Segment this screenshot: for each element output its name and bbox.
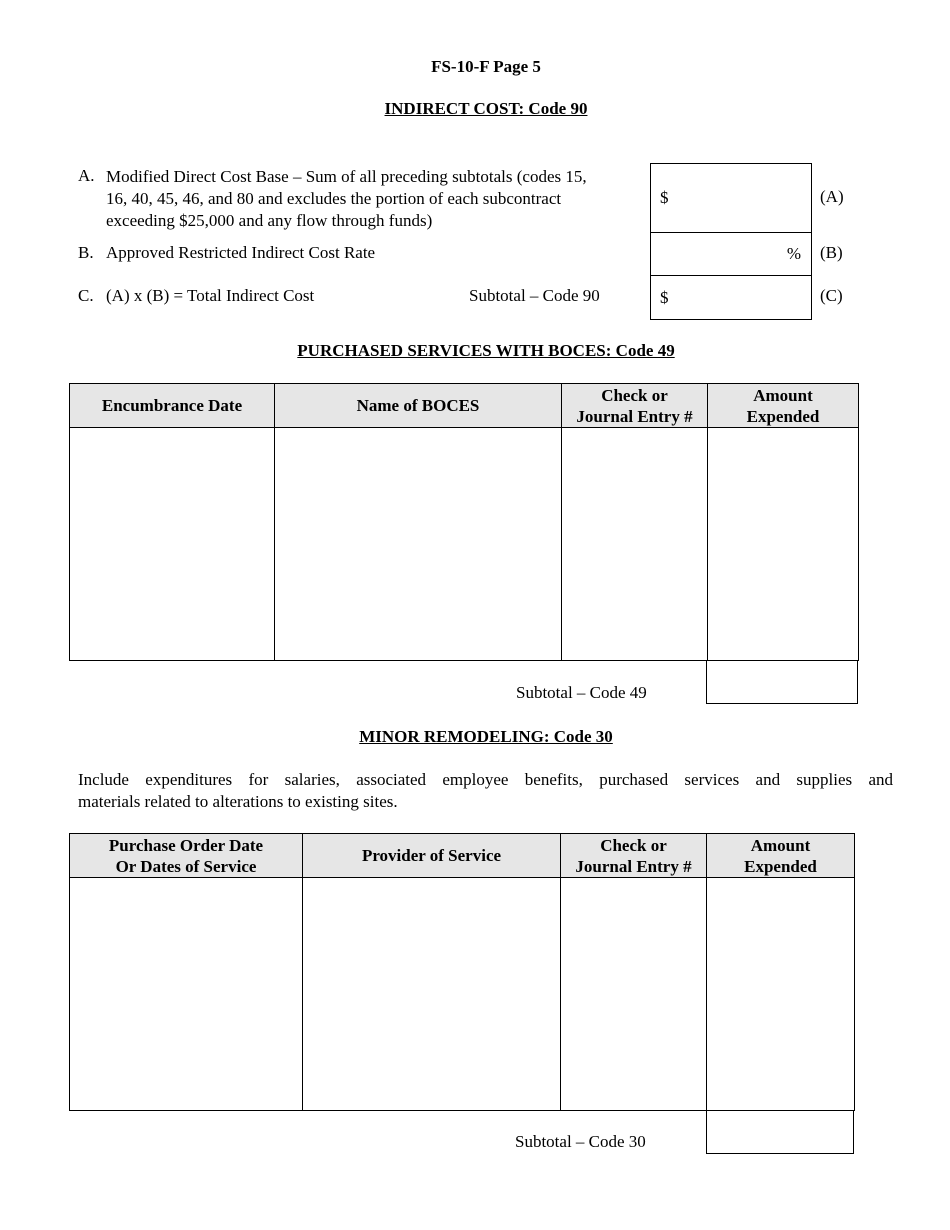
boces-check-cell[interactable] [562,428,708,661]
indirect-cost-rate-field[interactable] [650,232,812,276]
indirect-cost-title: INDIRECT COST: Code 90 [384,99,588,118]
remodel-col-amount-line2: Expended [744,856,817,876]
remodel-col-check-line1: Check or [600,835,667,855]
boces-col-amount-line2: Expended [746,406,820,426]
item-a-letter: A. [78,166,95,185]
boces-table [69,383,859,661]
code-49-subtotal-label: Subtotal – Code 49 [516,683,647,702]
remodel-amount-cell[interactable] [707,878,855,1111]
form-page-header: FS-10-F Page 5 [431,57,541,76]
item-a-line3: exceeding $25,000 and any flow through funds) [106,211,433,230]
percent-sign-b: % [786,244,801,263]
item-b-letter: B. [78,243,94,262]
boces-col-check [562,384,708,428]
remodeling-desc-line2: materials related to alterations to existing sites. [78,792,398,811]
remodel-col-provider: Provider of Service [303,834,561,878]
boces-title: PURCHASED SERVICES WITH BOCES: Code 49 [297,341,675,360]
remodel-provider-cell[interactable] [303,878,561,1111]
code-30-subtotal-label: Subtotal – Code 30 [515,1132,646,1151]
remodeling-title: MINOR REMODELING: Code 30 [359,727,613,746]
total-indirect-cost-field[interactable] [650,275,812,320]
dollar-sign-a: $ [660,188,669,207]
boces-col-name: Name of BOCES [275,384,562,428]
modified-direct-cost-base-field[interactable] [650,163,812,233]
boces-col-check-line2: Journal Entry # [576,406,693,426]
remodel-col-check [561,834,707,878]
code-90-subtotal-label: Subtotal – Code 90 [469,286,600,305]
boces-amount-cell[interactable] [708,428,859,661]
label-b: (B) [820,243,843,262]
boces-col-check-line1: Check or [601,385,668,405]
remodel-col-po-date [70,834,303,878]
item-c-text: (A) x (B) = Total Indirect Cost [106,286,315,305]
remodel-col-amount-line1: Amount [750,835,811,855]
code-49-subtotal-field[interactable] [706,660,858,704]
item-b-text: Approved Restricted Indirect Cost Rate [106,243,376,262]
remodel-col-po-date-line2: Or Dates of Service [115,856,257,876]
boces-encumbrance-date-cell[interactable] [70,428,275,661]
label-a: (A) [820,187,844,206]
remodeling-desc-line1: Include expenditures for salaries, associated employee benefits, purchased services and supplies and [78,770,893,789]
remodeling-description [78,769,893,813]
remodeling-table [69,833,855,1111]
boces-col-amount-line1: Amount [753,385,813,405]
item-c-letter: C. [78,286,94,305]
remodel-po-date-cell[interactable] [70,878,303,1111]
code-30-subtotal-field[interactable] [706,1110,854,1154]
boces-col-amount [708,384,859,428]
dollar-sign-c: $ [660,288,669,307]
remodel-check-cell[interactable] [561,878,707,1111]
remodel-col-amount [707,834,855,878]
remodel-col-po-date-line1: Purchase Order Date [108,835,264,855]
label-c: (C) [820,286,843,305]
item-a-line2: 16, 40, 45, 46, and 80 and excludes the portion of each subcontract [106,189,562,208]
item-a-line1: Modified Direct Cost Base – Sum of all preceding subtotals (codes 15, [106,167,587,186]
remodel-col-check-line2: Journal Entry # [575,856,692,876]
item-a-text [106,166,646,232]
boces-name-cell[interactable] [275,428,562,661]
boces-col-encumbrance-date: Encumbrance Date [70,384,275,428]
